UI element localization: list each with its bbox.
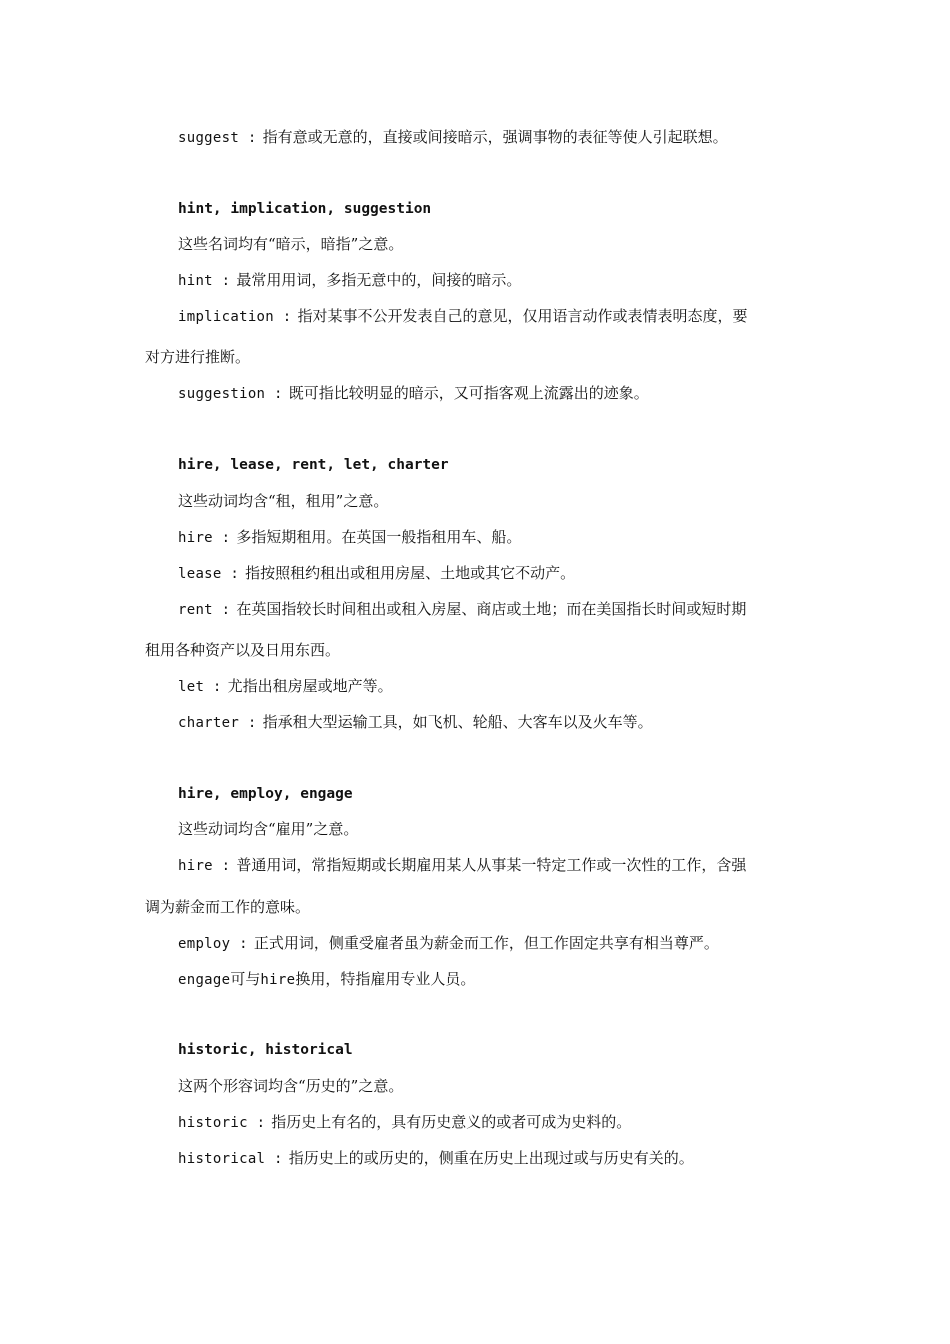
entry-employ: [178, 933, 719, 954]
separator: :: [221, 858, 231, 874]
heading-hire-employ-group: hire, employ, engage: [178, 786, 353, 802]
entry-suggestion: [178, 383, 649, 404]
definition: 尤指出租房屋或地产等。: [227, 677, 393, 695]
definition-continuation: 租用各种资产以及日用东西。: [145, 641, 341, 659]
term: let: [178, 679, 213, 695]
definition: 指有意或无意的，直接或间接暗示，强调事物的表征等使人引起联想。: [262, 128, 728, 146]
entry-lease: [178, 563, 575, 584]
term: lease: [178, 566, 231, 582]
definition: 正式用词，侧重受雇者虽为薪金而工作，但工作固定共享有相当尊严。: [253, 934, 719, 952]
entry-implication: [178, 306, 748, 327]
definition: 最常用用词，多指无意中的，间接的暗示。: [236, 271, 522, 289]
term: historical: [178, 1151, 275, 1167]
entry-rent: [178, 599, 746, 620]
group-intro: 这两个形容词均含“历史的”之意。: [178, 1077, 404, 1095]
heading-hint-group: hint, implication, suggestion: [178, 201, 432, 217]
separator: :: [239, 936, 248, 952]
term: hire: [178, 858, 222, 874]
separator: :: [230, 566, 240, 582]
definition: 指按照租约租出或租用房屋、土地或其它不动产。: [245, 564, 576, 582]
separator: :: [221, 530, 231, 546]
definition: 指历史上的或历史的，侧重在历史上出现过或与历史有关的。: [288, 1149, 694, 1167]
term: rent: [178, 602, 222, 618]
heading-hire-lease-group: hire, lease, rent, let, charter: [178, 457, 449, 473]
connector-text: 可与: [230, 970, 261, 988]
entry-suggest: [178, 127, 728, 148]
group-intro: 这些动词均含“雇用”之意。: [178, 820, 359, 838]
term: engage: [178, 972, 231, 988]
definition: 换用，特指雇用专业人员。: [295, 970, 476, 988]
term: hint: [178, 273, 222, 289]
definition: 在英国指较长时间租出或租入房屋、商店或土地；而在美国指长时间或短时期: [236, 600, 747, 618]
heading-historic-group: historic, historical: [178, 1042, 353, 1058]
entry-historical: [178, 1148, 694, 1169]
separator: :: [247, 130, 257, 146]
entry-let: [178, 676, 393, 697]
separator: :: [256, 1115, 266, 1131]
term: hire: [260, 972, 296, 988]
entry-engage: [178, 969, 475, 990]
term: suggest: [178, 130, 248, 146]
definition: 普通用词，常指短期或长期雇用某人从事某一特定工作或一次性的工作，含强: [236, 856, 747, 874]
entry-hint: [178, 270, 521, 291]
separator: :: [221, 273, 231, 289]
definition: 多指短期租用。在英国一般指租用车、船。: [236, 528, 522, 546]
separator: :: [282, 309, 292, 325]
definition: 指历史上有名的，具有历史意义的或者可成为史料的。: [271, 1113, 632, 1131]
definition: 指承租大型运输工具，如飞机、轮船、大客车以及火车等。: [262, 713, 653, 731]
entry-hire-employ: [178, 855, 746, 876]
group-intro: 这些名词均有“暗示，暗指”之意。: [178, 235, 404, 253]
separator: :: [247, 715, 257, 731]
group-intro: 这些动词均含“租，租用”之意。: [178, 492, 389, 510]
entry-historic: [178, 1112, 631, 1133]
term: hire: [178, 530, 222, 546]
term: suggestion: [178, 386, 275, 402]
definition-continuation: 调为薪金而工作的意味。: [145, 898, 311, 916]
separator: :: [274, 386, 283, 402]
definition: 既可指比较明显的暗示，又可指客观上流露出的迹象。: [288, 384, 649, 402]
entry-charter: [178, 712, 653, 733]
definition: 指对某事不公开发表自己的意见，仅用语言动作或表情表明态度，要: [297, 307, 748, 325]
definition-continuation: 对方进行推断。: [145, 348, 251, 366]
term: implication: [178, 309, 283, 325]
separator: :: [212, 679, 222, 695]
term: historic: [178, 1115, 257, 1131]
separator: :: [274, 1151, 283, 1167]
separator: :: [221, 602, 231, 618]
entry-hire-rent: [178, 527, 521, 548]
term: charter: [178, 715, 248, 731]
term: employ: [178, 936, 240, 952]
